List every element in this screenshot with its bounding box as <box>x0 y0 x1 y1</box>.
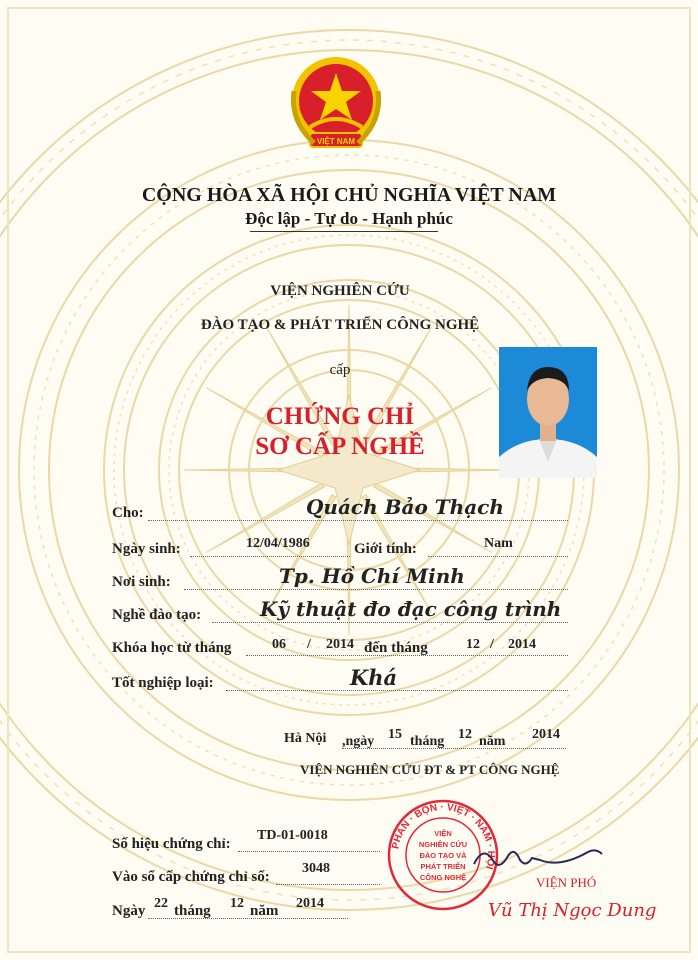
issuer-line-1: VIỆN NGHIÊN CỨU <box>270 283 410 299</box>
holder-gender: Nam <box>484 536 513 551</box>
book-no: 3048 <box>302 861 330 876</box>
course-label: Khóa học từ tháng <box>112 640 232 656</box>
holder-grade: Khá <box>350 665 398 690</box>
cert-no-dots <box>238 851 380 852</box>
seal-line-4: PHÁT TRIỂN <box>420 862 466 871</box>
emblem-text: VIỆT NAM <box>316 137 356 146</box>
holder-name: Quách Bảo Thạch <box>306 495 504 519</box>
registry-year-label: năm <box>250 903 279 919</box>
holder-birthplace: Tp. Hồ Chí Minh <box>279 564 465 588</box>
registry-day-label: Ngày <box>112 903 146 919</box>
signing-org: VIỆN NGHIÊN CỨU ĐT & PT CÔNG NGHỆ <box>300 762 560 777</box>
issuer-line-2: ĐÀO TẠO & PHÁT TRIỂN CÔNG NGHỆ <box>200 317 480 333</box>
signing-month: 12 <box>458 727 472 742</box>
gender-label: Giới tính: <box>354 541 417 557</box>
signing-month-label: tháng <box>410 734 445 749</box>
dob-dots <box>190 556 350 557</box>
registry-month-label: tháng <box>174 903 211 919</box>
seal-line-5: CÔNG NGHỆ <box>419 873 467 882</box>
national-emblem <box>280 51 392 161</box>
registry-month: 12 <box>230 896 244 911</box>
book-no-dots <box>276 884 380 885</box>
holder-trade: Kỹ thuật đo đạc công trình <box>260 597 562 621</box>
gender-dots <box>428 556 568 557</box>
signing-day: 15 <box>388 727 402 742</box>
signing-day-label: ,ngày <box>342 734 375 749</box>
motto-underline <box>250 231 438 232</box>
birthplace-label: Nơi sinh: <box>112 574 171 590</box>
course-to-month: 12 <box>466 637 480 652</box>
course-slash-2: / <box>490 637 494 652</box>
dob-label: Ngày sinh: <box>112 541 181 557</box>
course-from-month: 06 <box>272 637 286 652</box>
grade-label: Tốt nghiệp loại: <box>112 675 214 691</box>
course-slash-1: / <box>307 637 311 652</box>
seal-line-2: NGHIÊN CỨU <box>418 840 468 849</box>
registry-year: 2014 <box>296 896 324 911</box>
country-name: CỘNG HÒA XÃ HỘI CHỦ NGHĨA VIỆT NAM <box>141 184 557 206</box>
trade-dots <box>212 622 568 623</box>
signing-year-label: năm <box>479 734 506 749</box>
issues-word: cấp <box>329 362 351 378</box>
seal-ring-text: PHÂN · BỘN · VIỆT · NAM · HỘI <box>390 801 497 871</box>
signer-position: VIỆN PHÓ <box>536 875 597 890</box>
name-dots <box>148 520 568 521</box>
trade-label: Nghề đào tạo: <box>112 607 202 623</box>
national-motto: Độc lập - Tự do - Hạnh phúc <box>245 209 453 228</box>
cert-no: TD-01-0018 <box>257 828 328 843</box>
seal-line-1: VIỆN <box>434 829 452 838</box>
registry-day: 22 <box>154 896 168 911</box>
cert-no-label: Số hiệu chứng chỉ: <box>112 836 231 852</box>
birthplace-dots <box>184 589 568 590</box>
certificate-title-1: CHỨNG CHỈ <box>265 403 415 430</box>
grade-dots <box>226 690 568 691</box>
course-to-label: đến tháng <box>364 640 428 656</box>
signing-dots <box>342 748 566 749</box>
signing-year: 2014 <box>532 727 560 742</box>
holder-dob: 12/04/1986 <box>246 536 310 551</box>
signature-mark <box>470 838 610 874</box>
certificate-title-2: SƠ CẤP NGHỀ <box>255 433 425 460</box>
seal-line-3: ĐÀO TẠO VÀ <box>419 851 467 860</box>
course-to-year: 2014 <box>508 637 536 652</box>
for-label: Cho: <box>112 505 144 521</box>
course-from-year: 2014 <box>326 637 354 652</box>
holder-photo <box>499 347 597 478</box>
registry-date-dots <box>148 918 348 919</box>
signer-name: Vũ Thị Ngọc Dung <box>488 900 657 921</box>
book-no-label: Vào sổ cấp chứng chỉ số: <box>112 869 270 885</box>
signing-place: Hà Nội <box>284 731 327 746</box>
